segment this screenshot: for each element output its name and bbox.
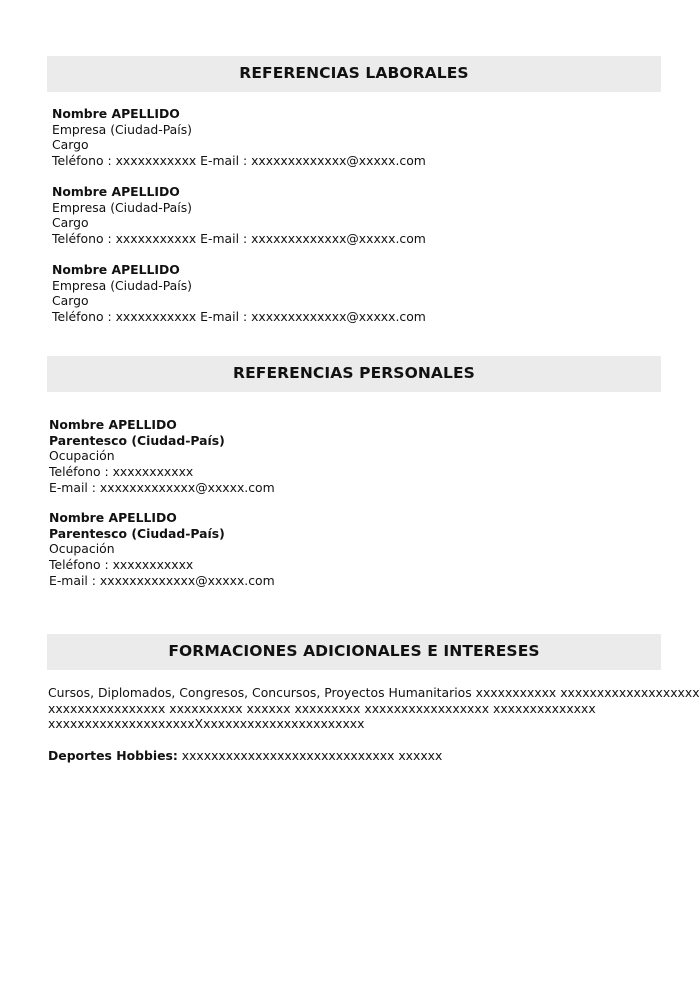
section-title: FORMACIONES ADICIONALES E INTERESES [168, 642, 540, 661]
reference-occupation: Ocupación [49, 448, 115, 464]
courses-line: xxxxxxxxxxxxxxxxxxxxXxxxxxxxxxxxxxxxxxxxxxx [48, 716, 365, 732]
sports-hobbies [48, 748, 442, 764]
courses-line: Cursos, Diplomados, Congresos, Concursos, Proyectos Humanitarios xxxxxxxxxxx xxxxxxxxxxxxxxxxxxx [48, 685, 700, 700]
reference-position: Cargo [52, 293, 89, 309]
section-header-referencias-personales [47, 356, 661, 392]
reference-name: Nombre APELLIDO [49, 417, 177, 432]
reference-name: Nombre APELLIDO [49, 510, 177, 525]
work-reference-3 [52, 262, 426, 325]
reference-phone: Teléfono : xxxxxxxxxxx [49, 557, 194, 573]
courses-paragraph [48, 685, 700, 732]
reference-company: Empresa (Ciudad-País) [52, 199, 193, 215]
section-header-formaciones-adicionales [47, 634, 661, 670]
section-title: REFERENCIAS PERSONALES [233, 364, 475, 383]
reference-company: Empresa (Ciudad-País) [52, 277, 193, 293]
sports-label: Deportes Hobbies: [48, 748, 178, 763]
reference-occupation: Ocupación [49, 541, 115, 557]
personal-reference-1 [49, 417, 275, 496]
reference-email: E-mail : xxxxxxxxxxxxx@xxxxx.com [49, 572, 275, 588]
sports-value: xxxxxxxxxxxxxxxxxxxxxxxxxxxxx xxxxxx [177, 748, 443, 763]
section-header-referencias-laborales [47, 56, 661, 92]
reference-position: Cargo [52, 137, 89, 153]
reference-contact: Teléfono : xxxxxxxxxxx E-mail : xxxxxxxxxxxxx@xxxxx.com [52, 231, 426, 247]
work-reference-2 [52, 184, 426, 247]
work-reference-1 [52, 106, 426, 169]
courses-line: xxxxxxxxxxxxxxxx xxxxxxxxxx xxxxxx xxxxxxxxx xxxxxxxxxxxxxxxxx xxxxxxxxxxxxxx [48, 700, 596, 716]
reference-relation: Parentesco (Ciudad-País) [49, 525, 225, 541]
reference-contact: Teléfono : xxxxxxxxxxx E-mail : xxxxxxxxxxxxx@xxxxx.com [52, 309, 426, 325]
reference-email: E-mail : xxxxxxxxxxxxx@xxxxx.com [49, 479, 275, 495]
reference-phone: Teléfono : xxxxxxxxxxx [49, 464, 194, 480]
section-title: REFERENCIAS LABORALES [239, 64, 469, 83]
reference-position: Cargo [52, 215, 89, 231]
personal-reference-2 [49, 510, 275, 589]
reference-relation: Parentesco (Ciudad-País) [49, 432, 225, 448]
reference-contact: Teléfono : xxxxxxxxxxx E-mail : xxxxxxxxxxxxx@xxxxx.com [52, 153, 426, 169]
reference-name: Nombre APELLIDO [52, 262, 180, 277]
reference-name: Nombre APELLIDO [52, 184, 180, 199]
reference-company: Empresa (Ciudad-País) [52, 121, 193, 137]
reference-name: Nombre APELLIDO [52, 106, 180, 121]
